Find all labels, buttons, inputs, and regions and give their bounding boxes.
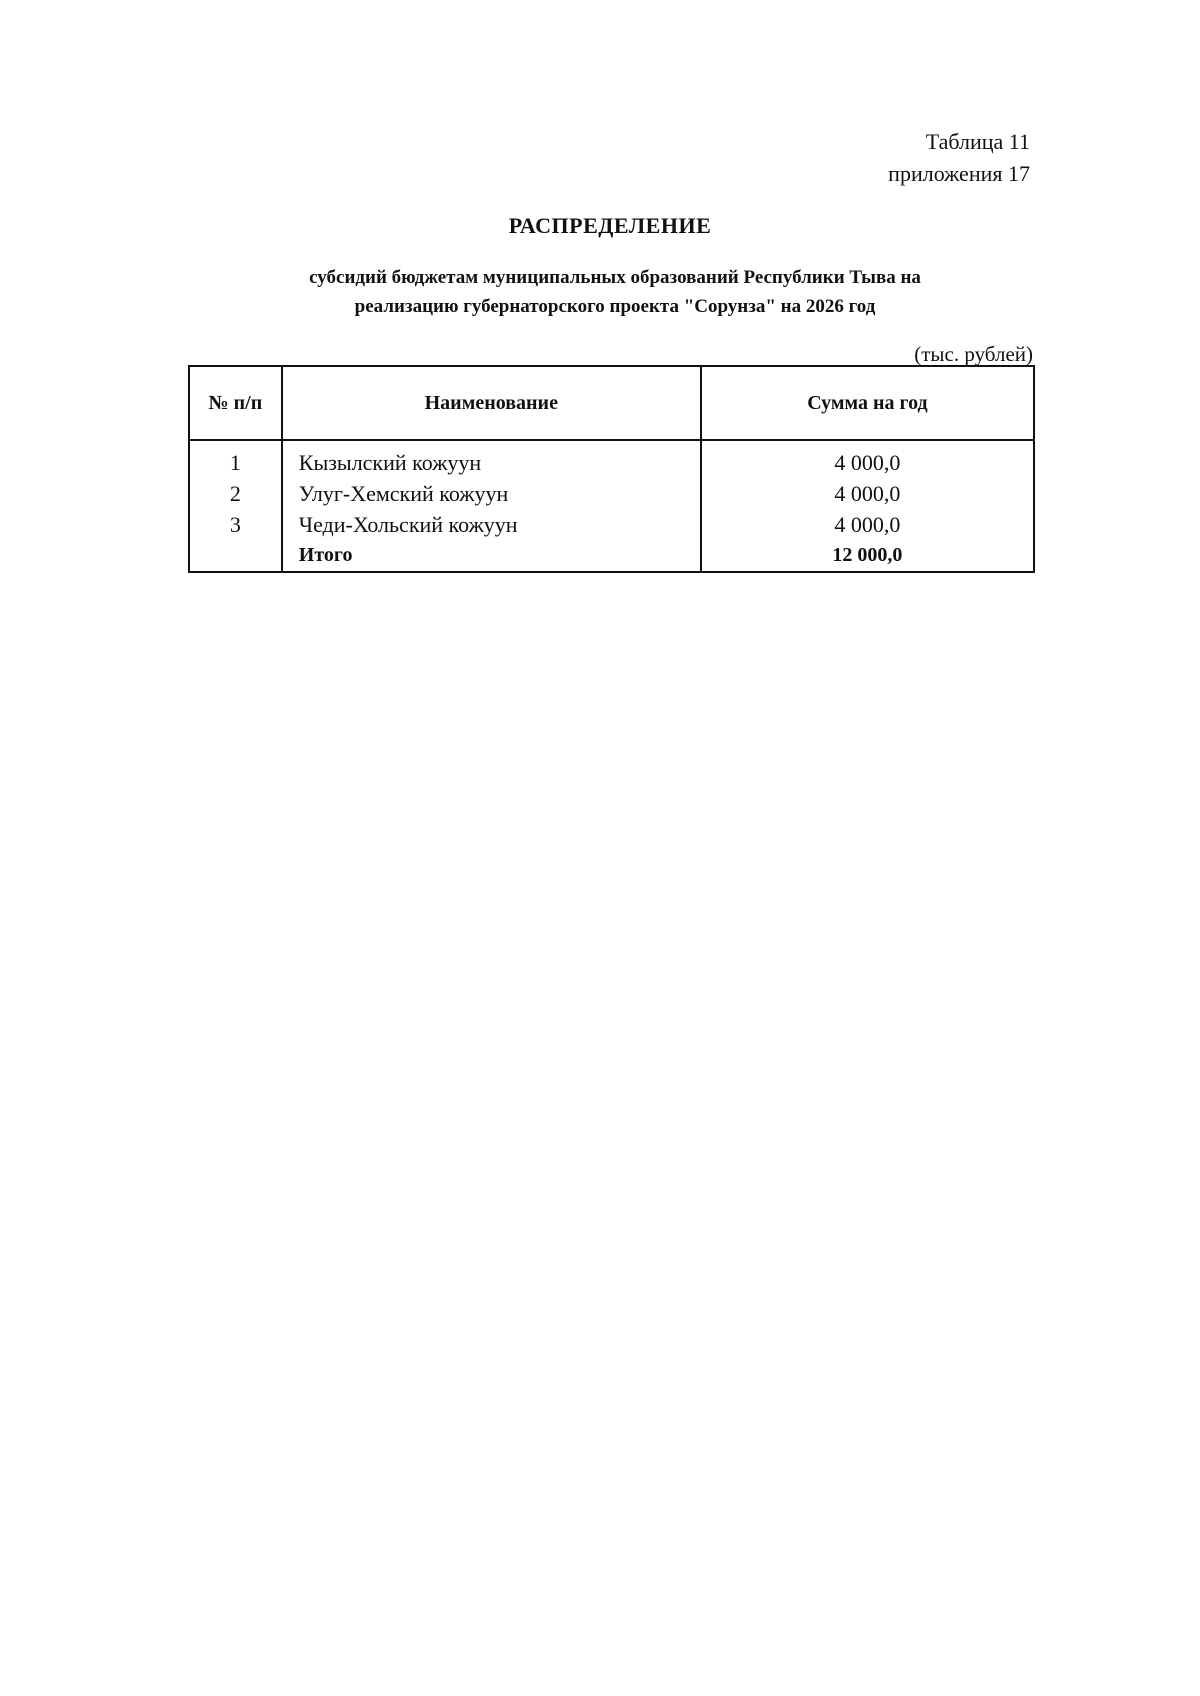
row-sum: 4 000,0 <box>701 509 1034 540</box>
column-header-name: Наименование <box>282 366 701 440</box>
total-sum: 12 000,0 <box>701 540 1034 572</box>
subtitle-line-1: субсидий бюджетам муниципальных образований Республики Тыва на <box>309 267 921 288</box>
row-name: Чеди-Хольский кожуун <box>282 509 701 540</box>
row-number: 2 <box>189 478 282 509</box>
table-row <box>189 509 1034 540</box>
document-title: РАСПРЕДЕЛЕНИЕ <box>508 213 712 238</box>
total-number-cell <box>189 540 282 572</box>
appendix-reference <box>888 126 1030 190</box>
distribution-table <box>188 365 1035 573</box>
document-subtitle <box>235 263 995 321</box>
total-label: Итого <box>282 540 701 572</box>
table-row <box>189 478 1034 509</box>
appendix-number: приложения 17 <box>888 161 1030 186</box>
total-row <box>189 540 1034 572</box>
row-name: Кызылский кожуун <box>282 440 701 478</box>
row-number: 1 <box>189 440 282 478</box>
subtitle-line-2: реализацию губернаторского проекта "Сорунза" на 2026 год <box>354 296 876 317</box>
table-header-row <box>189 366 1034 440</box>
table-number: Таблица 11 <box>925 129 1030 154</box>
table-row <box>189 440 1034 478</box>
units-note: (тыс. рублей) <box>914 342 1033 366</box>
row-number: 3 <box>189 509 282 540</box>
column-header-sum: Сумма на год <box>701 366 1034 440</box>
row-sum: 4 000,0 <box>701 440 1034 478</box>
row-sum: 4 000,0 <box>701 478 1034 509</box>
row-name: Улуг-Хемский кожуун <box>282 478 701 509</box>
column-header-number: № п/п <box>189 366 282 440</box>
